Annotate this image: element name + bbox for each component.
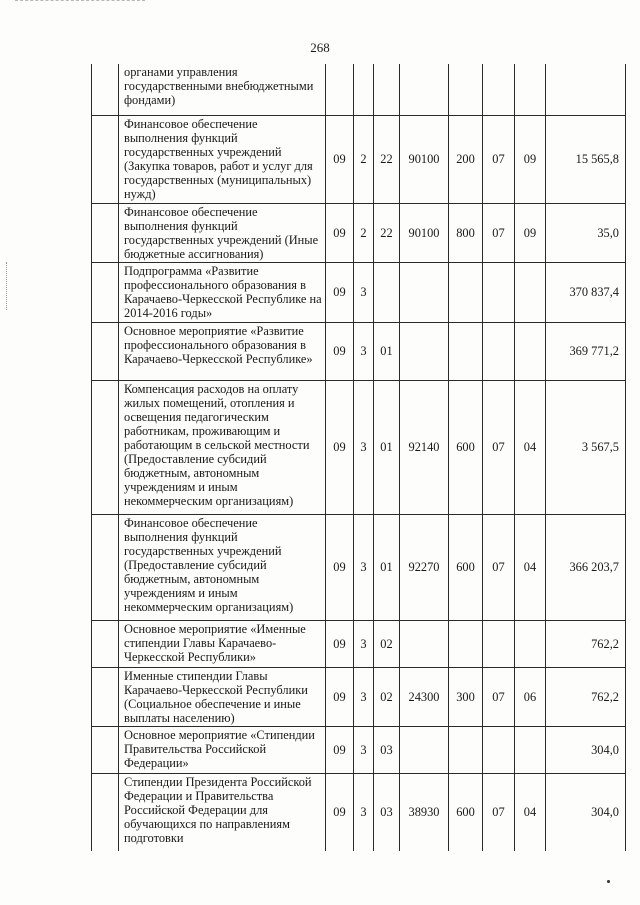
code-gp: 09 (326, 115, 354, 203)
code-expense-type: 600 (449, 773, 483, 851)
amount: 3 567,5 (546, 380, 626, 514)
scan-artifact (607, 880, 610, 883)
code-pp: 3 (354, 322, 374, 380)
scan-artifact (6, 262, 8, 310)
amount: 370 837,4 (546, 262, 626, 322)
code-subsection: 06 (515, 667, 546, 726)
code-section: 07 (483, 380, 515, 514)
amount: 15 565,8 (546, 115, 626, 203)
code-section: 07 (483, 514, 515, 620)
code-pp: 3 (354, 667, 374, 726)
code-om: 02 (374, 667, 400, 726)
code-section (483, 726, 515, 773)
code-section (483, 620, 515, 667)
code-om: 01 (374, 322, 400, 380)
code-direction: 92270 (400, 514, 449, 620)
code-gp: 09 (326, 620, 354, 667)
table-row (92, 203, 626, 262)
table-row (92, 667, 626, 726)
code-expense-type: 600 (449, 380, 483, 514)
item-name: Финансовое обеспечение выполнения функций государственных учреждений (Иные бюджетные ассигнования) (119, 203, 326, 262)
amount: 304,0 (546, 726, 626, 773)
indent-cell (92, 64, 119, 115)
code-gp: 09 (326, 380, 354, 514)
item-name: Основное мероприятие «Развитие профессионального образования в Карачаево-Черкесской Республике» (119, 322, 326, 380)
table-row (92, 514, 626, 620)
code-pp: 3 (354, 262, 374, 322)
code-section: 07 (483, 203, 515, 262)
item-name: Именные стипендии Главы Карачаево-Черкесской Республики (Социальное обеспечение и иные выплаты населению) (119, 667, 326, 726)
code-pp: 3 (354, 726, 374, 773)
indent-cell (92, 514, 119, 620)
table-row (92, 64, 626, 115)
code-om: 03 (374, 773, 400, 851)
code-direction: 92140 (400, 380, 449, 514)
indent-cell (92, 773, 119, 851)
code-pp (354, 64, 374, 115)
code-gp: 09 (326, 773, 354, 851)
code-expense-type (449, 726, 483, 773)
code-section: 07 (483, 773, 515, 851)
code-gp: 09 (326, 322, 354, 380)
code-om: 22 (374, 115, 400, 203)
code-section: 07 (483, 667, 515, 726)
amount: 304,0 (546, 773, 626, 851)
indent-cell (92, 115, 119, 203)
code-om: 22 (374, 203, 400, 262)
code-subsection (515, 726, 546, 773)
item-name: Основное мероприятие «Именные стипендии Главы Карачаево-Черкесской Республики» (119, 620, 326, 667)
budget-table (91, 64, 626, 851)
code-expense-type (449, 262, 483, 322)
code-direction: 90100 (400, 115, 449, 203)
code-expense-type (449, 322, 483, 380)
page-number: 268 (310, 40, 330, 55)
code-pp: 2 (354, 203, 374, 262)
code-section (483, 322, 515, 380)
amount (546, 64, 626, 115)
item-name: Основное мероприятие «Стипендии Правительства Российской Федерации» (119, 726, 326, 773)
table-row (92, 726, 626, 773)
code-direction: 90100 (400, 203, 449, 262)
code-subsection: 09 (515, 203, 546, 262)
code-om (374, 64, 400, 115)
item-name: Компенсация расходов на оплату жилых помещений, отопления и освещения педагогическим работникам, проживающим и работающим в сельской местности (Предоставление субсидий бюджетным, автономным учреждениям и иным некоммерческим организациям) (119, 380, 326, 514)
table-row (92, 115, 626, 203)
code-section: 07 (483, 115, 515, 203)
indent-cell (92, 322, 119, 380)
code-om: 01 (374, 514, 400, 620)
table-row (92, 620, 626, 667)
code-subsection (515, 322, 546, 380)
code-expense-type: 800 (449, 203, 483, 262)
code-expense-type (449, 620, 483, 667)
code-direction (400, 726, 449, 773)
code-expense-type: 300 (449, 667, 483, 726)
code-gp: 09 (326, 203, 354, 262)
code-pp: 3 (354, 773, 374, 851)
item-name: Финансовое обеспечение выполнения функций государственных учреждений (Закупка товаров, работ и услуг для государственных (муниципальных) нужд) (119, 115, 326, 203)
code-subsection: 04 (515, 380, 546, 514)
item-name: Подпрограмма «Развитие профессионального образования в Карачаево-Черкесской Республике на 2014-2016 годы» (119, 262, 326, 322)
code-direction (400, 620, 449, 667)
code-subsection (515, 64, 546, 115)
code-direction (400, 64, 449, 115)
item-name: органами управления государственными внебюджетными фондами) (119, 64, 326, 115)
indent-cell (92, 203, 119, 262)
code-subsection: 09 (515, 115, 546, 203)
indent-cell (92, 726, 119, 773)
code-pp: 3 (354, 514, 374, 620)
code-gp: 09 (326, 726, 354, 773)
code-subsection: 04 (515, 514, 546, 620)
code-om (374, 262, 400, 322)
code-subsection (515, 262, 546, 322)
amount: 762,2 (546, 667, 626, 726)
table-body (92, 64, 626, 851)
code-subsection: 04 (515, 773, 546, 851)
code-om: 02 (374, 620, 400, 667)
code-direction: 38930 (400, 773, 449, 851)
code-gp: 09 (326, 514, 354, 620)
amount: 369 771,2 (546, 322, 626, 380)
amount: 762,2 (546, 620, 626, 667)
table-row (92, 773, 626, 851)
code-direction (400, 262, 449, 322)
code-pp: 3 (354, 620, 374, 667)
code-om: 01 (374, 380, 400, 514)
amount: 35,0 (546, 203, 626, 262)
code-direction (400, 322, 449, 380)
code-expense-type (449, 64, 483, 115)
item-name: Стипендии Президента Российской Федерации и Правительства Российской Федерации для обучающихся по направлениям подготовки (119, 773, 326, 851)
code-gp (326, 64, 354, 115)
table-row (92, 322, 626, 380)
code-gp: 09 (326, 262, 354, 322)
scan-artifact (15, 0, 145, 7)
indent-cell (92, 667, 119, 726)
code-section (483, 64, 515, 115)
code-om: 03 (374, 726, 400, 773)
table-row (92, 380, 626, 514)
indent-cell (92, 262, 119, 322)
code-subsection (515, 620, 546, 667)
code-expense-type: 600 (449, 514, 483, 620)
code-section (483, 262, 515, 322)
indent-cell (92, 620, 119, 667)
table-row (92, 262, 626, 322)
code-pp: 2 (354, 115, 374, 203)
indent-cell (92, 380, 119, 514)
code-pp: 3 (354, 380, 374, 514)
code-direction: 24300 (400, 667, 449, 726)
code-gp: 09 (326, 667, 354, 726)
amount: 366 203,7 (546, 514, 626, 620)
code-expense-type: 200 (449, 115, 483, 203)
item-name: Финансовое обеспечение выполнения функций государственных учреждений (Предоставление субсидий бюджетным, автономным учреждениям и иным некоммерческим организациям) (119, 514, 326, 620)
